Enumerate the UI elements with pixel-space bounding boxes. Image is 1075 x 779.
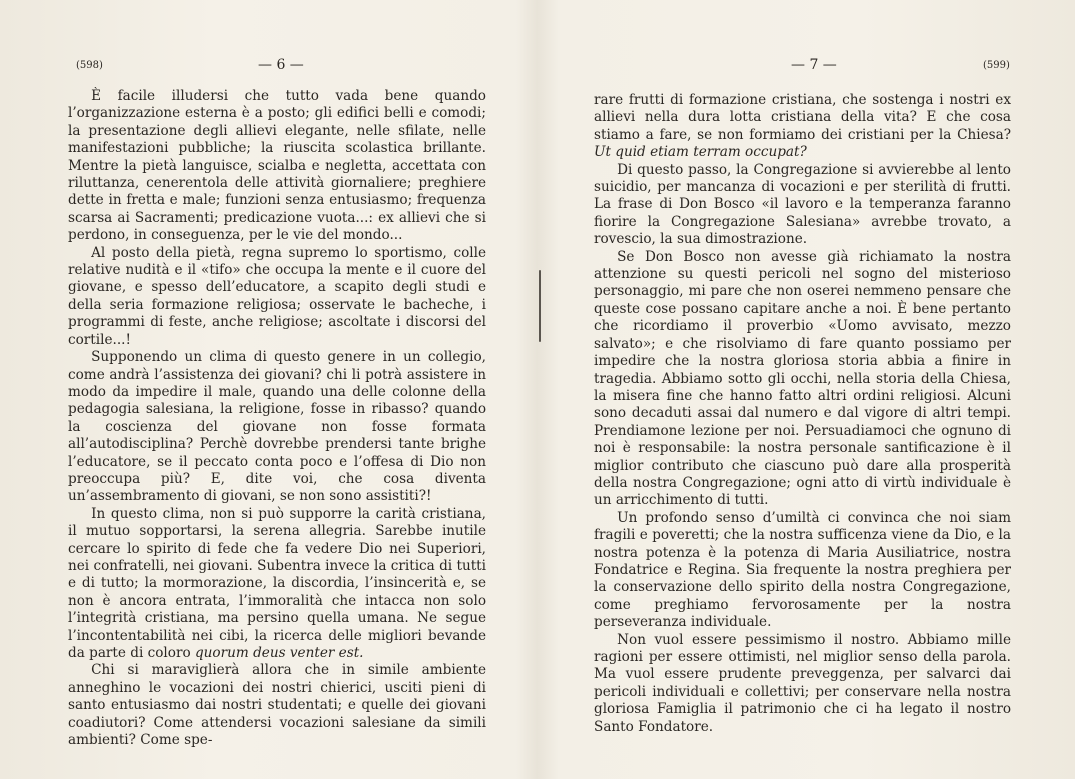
paragraph: È facile illudersi che tutto vada bene quando l’organizzazione esterna è a posto; gli edifici belli e comodi; la presentazione degli allievi elegante, nelle sfilate, nelle manifestazioni pubbliche; la riuscita scolastica brillante. Mentre la pietà languisce, scialba e negletta, accettata con riluttanza, cenerentola delle attività giornaliere; preghiere dette in fretta e male; funzioni senza entusiasmo; frequenza scarsa ai Sacramenti; predicazione vuota...: ex allievi che si perdono, in conseguenza, per le vie del mondo...	[68, 88, 486, 244]
right-body-text	[594, 92, 1011, 736]
paragraph: Se Don Bosco non avesse già richiamato la nostra attenzione su questi pericoli nel sogno del misterioso personaggio, mi pare che non oserei nemmeno pensare che queste cose possano capitare anche a noi. È bene pertanto che ricordiamo il proverbio «Uomo avvisato, mezzo salvato»; e che risolviamo di fare quanto possiamo per impedire che la nostra gloriosa storia abbia a finire in tragedia. Abbiamo sotto gli occhi, nella storia della Chiesa, la misera fine che hanno fatto altri ordini religiosi. Alcuni sono decaduti assai dal numero e dal vigore di altri tempi. Prendiamone lezione per noi. Persuadiamoci che ognuno di noi è responsabile: la nostra personale santificazione è il miglior contributo che ciascuno può dare alla prosperità della nostra Congregazione; ogni atto di virtù individuale è un arricchimento di tutti.	[594, 248, 1011, 509]
left-page	[0, 0, 535, 779]
left-body-text	[68, 88, 486, 749]
paragraph: Chi si maraviglierà allora che in simile ambiente anneghino le vocazioni dei nostri chierici, usciti pieni di santo entusiasmo dai nostri studentati; e quelle dei giovani coadiutori? Come attendersi vocazioni salesiane da simili ambienti? Come spe-	[68, 662, 486, 749]
left-page-number: — 6 —	[258, 57, 304, 73]
right-page-number: — 7 —	[791, 57, 837, 73]
paragraph: Al posto della pietà, regna supremo lo sportismo, colle relative nudità e il «tifo» che occupa la mente e il cuore del giovane, e spesso dell’educatore, a scapito degli studi e della seria formazione religiosa; osservate le bacheche, i programmi di feste, anche religiose; ascoltate i discorsi del cortile...!	[68, 244, 486, 348]
paragraph: Di questo passo, la Congregazione si avvierebbe al lento suicidio, per mancanza di vocazioni e per sterilità di frutti. La frase di Don Bosco «il lavoro e la temperanza faranno fiorire la Congregazione Salesiana» avrebbe trovato, a rovescio, la sua dimostrazione.	[594, 161, 1011, 248]
right-folio: (599)	[983, 60, 1010, 71]
paragraph: rare frutti di formazione cristiana, che sostenga i nostri ex allievi nella dura lotta cristiana della vita? E che cosa stiamo a fare, se non formiamo dei cristiani per la Chiesa? Ut quid etiam terram occupat?	[594, 92, 1011, 161]
paragraph: In questo clima, non si può supporre la carità cristiana, il mutuo sopportarsi, la serena allegria. Sarebbe inutile cercare lo spirito di fede che fa vedere Dio nei Superiori, nei confratelli, nei giovani. Subentra invece la critica di tutti e di tutto; la mormorazione, la discordia, l’insincerità e, se non è ancora entrata, l’immoralità che intacca non solo l’integrità cristiana, ma persino quella umana. Ne segue l’incontentabilità nei cibi, la ricerca delle migliori bevande da parte di coloro quorum deus venter est.	[68, 505, 486, 661]
paragraph: Un profondo senso d’umiltà ci convinca che noi siam fragili e poveretti; che la nostra sufficenza viene da Dio, e la nostra potenza è la potenza di Maria Ausiliatrice, nostra Fondatrice e Regina. Sia frequente la nostra preghiera per la conservazione dello spirito della nostra Congregazione, come preghiamo fervorosamente per la nostra perseveranza individuale.	[594, 509, 1011, 631]
paragraph: Non vuol essere pessimismo il nostro. Abbiamo mille ragioni per essere ottimisti, nel miglior senso della parola. Ma vuol essere prudente preveggenza, per salvarci dai pericoli individuali e collettivi; per conservare nella nostra gloriosa Famiglia il patrimonio che ci ha legato il nostro Santo Fondatore.	[594, 631, 1011, 735]
paragraph: Supponendo un clima di questo genere in un collegio, come andrà l’assistenza dei giovani? chi li potrà assistere in modo da impedire il male, quando una delle colonne della pedagogia salesiana, la religione, fosse in ribasso? quando la coscienza del giovane non fosse formata all’autodisciplina? Perchè dovrebbe prendersi tante brighe l’educatore, se il peccato conta poco e l’offesa di Dio non preoccupa più? E, dite voi, che cosa diventa un’assembramento di giovani, se non sono assistiti?!	[68, 349, 486, 505]
left-folio: (598)	[76, 60, 103, 71]
right-page	[540, 0, 1075, 779]
